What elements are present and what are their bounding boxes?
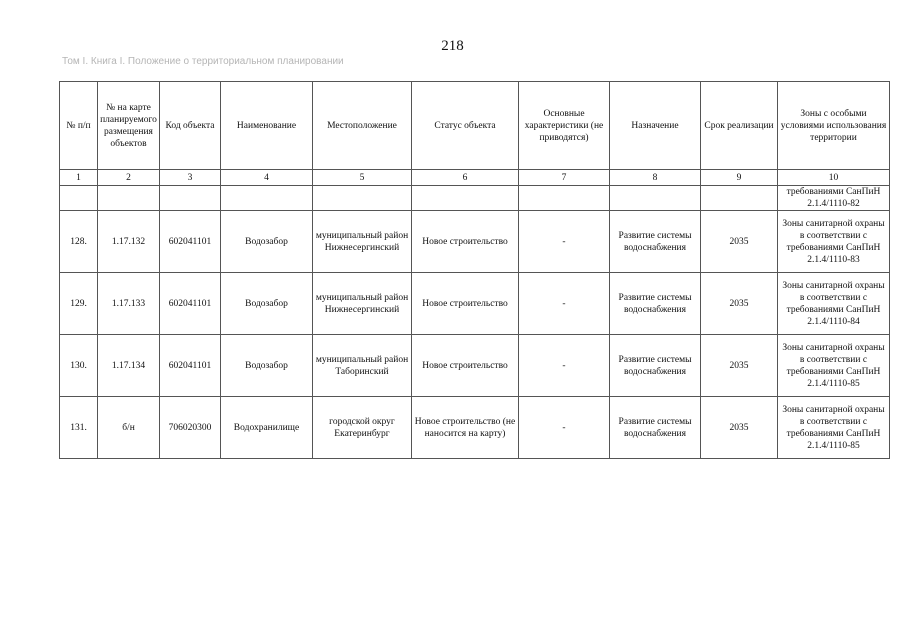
objects-table: [59, 81, 890, 459]
table-cell: [313, 186, 412, 211]
header-cell-characteristics: Основные характеристики (не приводятся): [519, 82, 610, 170]
column-number: 8: [610, 170, 701, 186]
header-cell-status: Статус объекта: [412, 82, 519, 170]
header-cell-num: № п/п: [60, 82, 98, 170]
column-number: 7: [519, 170, 610, 186]
running-header: Том I. Книга I. Положение о территориальном планировании: [62, 56, 344, 67]
map-number: б/н: [98, 397, 160, 459]
object-status: Новое строительство: [412, 335, 519, 397]
column-number: 1: [60, 170, 98, 186]
object-status: Новое строительство (не наносится на карту): [412, 397, 519, 459]
table-cell: [60, 186, 98, 211]
object-status: Новое строительство: [412, 211, 519, 273]
object-location: муниципальный район Таборинский: [313, 335, 412, 397]
object-name: Водохранилище: [221, 397, 313, 459]
zone-cell: требованиями СанПиН 2.1.4/1110-82: [778, 186, 890, 211]
object-characteristics: -: [519, 335, 610, 397]
object-code: 706020300: [160, 397, 221, 459]
column-number: 6: [412, 170, 519, 186]
object-name: Водозабор: [221, 273, 313, 335]
row-number: 128.: [60, 211, 98, 273]
object-location: муниципальный район Нижнесергинский: [313, 273, 412, 335]
object-location: муниципальный район Нижнесергинский: [313, 211, 412, 273]
table-row: [60, 211, 890, 273]
implementation-term: 2035: [701, 397, 778, 459]
object-code: 602041101: [160, 211, 221, 273]
header-cell-term: Срок реализации: [701, 82, 778, 170]
object-code: 602041101: [160, 273, 221, 335]
header-cell-map-no: № на карте планируемого размещения объектов: [98, 82, 160, 170]
header-cell-zone: Зоны с особыми условиями использования территории: [778, 82, 890, 170]
column-number: 4: [221, 170, 313, 186]
column-number: 9: [701, 170, 778, 186]
table-row-continuation: [60, 186, 890, 211]
implementation-term: 2035: [701, 273, 778, 335]
object-purpose: Развитие системы водоснабжения: [610, 335, 701, 397]
column-number: 2: [98, 170, 160, 186]
header-cell-location: Местоположение: [313, 82, 412, 170]
object-name: Водозабор: [221, 211, 313, 273]
table-cell: [519, 186, 610, 211]
header-cell-code: Код объекта: [160, 82, 221, 170]
table-cell: [701, 186, 778, 211]
implementation-term: 2035: [701, 335, 778, 397]
row-number: 131.: [60, 397, 98, 459]
header-cell-purpose: Назначение: [610, 82, 701, 170]
object-purpose: Развитие системы водоснабжения: [610, 273, 701, 335]
column-number: 3: [160, 170, 221, 186]
table-cell: [98, 186, 160, 211]
row-number: 130.: [60, 335, 98, 397]
object-location: городской округ Екатеринбург: [313, 397, 412, 459]
table-row: [60, 335, 890, 397]
column-number-row: [60, 170, 890, 186]
object-characteristics: -: [519, 273, 610, 335]
zone-cell: Зоны санитарной охраны в соответствии с требованиями СанПиН 2.1.4/1110-83: [778, 211, 890, 273]
zone-cell: Зоны санитарной охраны в соответствии с требованиями СанПиН 2.1.4/1110-85: [778, 397, 890, 459]
zone-cell: Зоны санитарной охраны в соответствии с требованиями СанПиН 2.1.4/1110-85: [778, 335, 890, 397]
page-number: 218: [441, 38, 464, 54]
object-name: Водозабор: [221, 335, 313, 397]
table-cell: [221, 186, 313, 211]
column-number: 10: [778, 170, 890, 186]
header-cell-name: Наименование: [221, 82, 313, 170]
object-code: 602041101: [160, 335, 221, 397]
table-cell: [412, 186, 519, 211]
table-cell: [160, 186, 221, 211]
table-row: [60, 397, 890, 459]
object-purpose: Развитие системы водоснабжения: [610, 397, 701, 459]
table-header-row: [60, 82, 890, 170]
column-number: 5: [313, 170, 412, 186]
map-number: 1.17.134: [98, 335, 160, 397]
table-row: [60, 273, 890, 335]
map-number: 1.17.132: [98, 211, 160, 273]
table-cell: [610, 186, 701, 211]
row-number: 129.: [60, 273, 98, 335]
object-characteristics: -: [519, 211, 610, 273]
zone-cell: Зоны санитарной охраны в соответствии с требованиями СанПиН 2.1.4/1110-84: [778, 273, 890, 335]
map-number: 1.17.133: [98, 273, 160, 335]
object-purpose: Развитие системы водоснабжения: [610, 211, 701, 273]
implementation-term: 2035: [701, 211, 778, 273]
object-characteristics: -: [519, 397, 610, 459]
object-status: Новое строительство: [412, 273, 519, 335]
